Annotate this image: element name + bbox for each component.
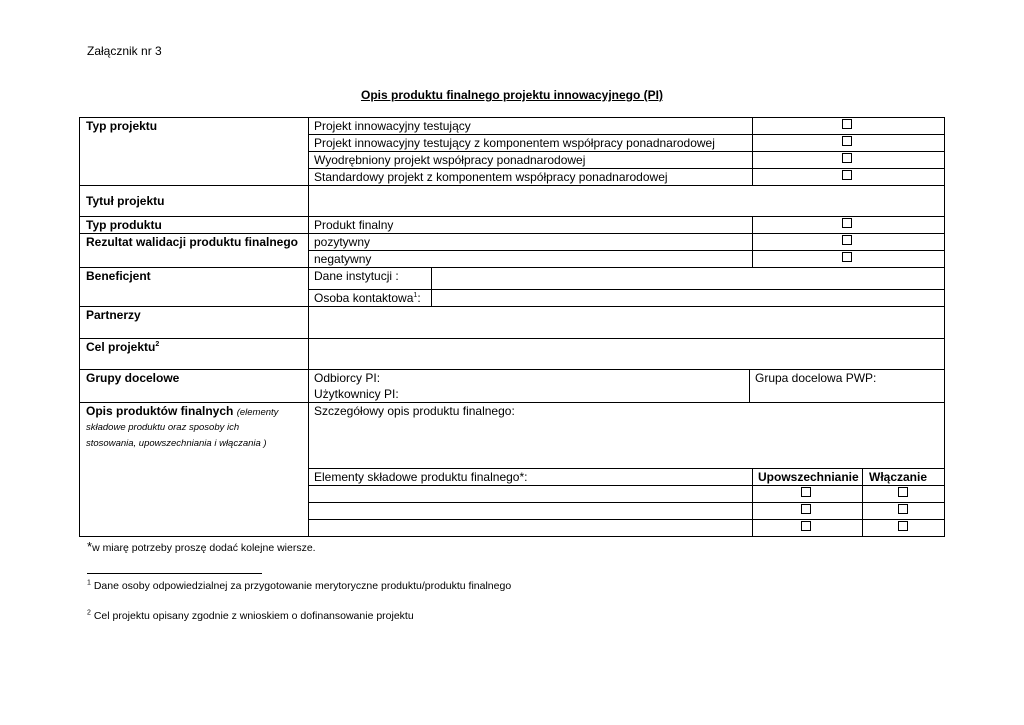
elements-divider-2 [862,468,863,537]
footnote-separator [87,573,262,574]
beneficiary-contact-field[interactable] [432,290,944,306]
attachment-number: Załącznik nr 3 [87,44,162,58]
column-header-inclusion: Włączanie [869,470,928,484]
row-divider [308,134,945,135]
label-product-type: Typ produktu [86,218,162,232]
checkbox-project-type-2[interactable] [842,136,852,146]
target-group-divider [749,369,750,402]
option-validation-positive: pozytywny [314,235,371,249]
label-products-note: składowe produktu oraz sposoby ich [86,422,240,433]
beneficiary-contact-label: Osoba kontaktowa$^1$: [314,291,421,305]
target-pwp-label: Grupa docelowa PWP: [755,371,877,385]
target-users-label: Użytkownicy PI: [314,387,399,401]
option-project-type: Projekt innowacyjny testujący z komponentem współpracy ponadnarodowej [314,136,715,150]
checkbox-inclusion-row-1[interactable] [898,487,908,497]
row-divider [79,402,945,403]
column-header-dissemination: Upowszechnianie [758,470,859,484]
option-validation-negative: negatywny [314,252,372,266]
checkbox-column-divider [752,117,753,185]
checkbox-validation-positive[interactable] [842,235,852,245]
checkbox-dissemination-row-1[interactable] [801,487,811,497]
label-goal: Cel projektu$^2$ [86,340,160,354]
beneficiary-institution-label: Dane instytucji : [314,269,399,283]
footnote-2: $^2$ Cel projektu opisany zgodnie z wnioskiem o dofinansowanie projektu [87,609,414,622]
star-note: *w miarę potrzeby proszę dodać kolejne wiersze. [87,539,316,554]
row-divider [308,468,945,469]
row-divider [308,151,945,152]
checkbox-project-type-1[interactable] [842,119,852,129]
label-target-groups: Grupy docelowe [86,371,180,385]
label-products: Opis produktów finalnych (elementy [86,404,279,418]
option-product-type: Produkt finalny [314,218,394,232]
label-project-title: Tytuł projektu [86,194,165,208]
checkbox-dissemination-row-2[interactable] [801,504,811,514]
product-elements-label: Elementy składowe produktu finalnego*: [314,470,528,484]
row-divider [79,369,945,370]
checkbox-validation-negative[interactable] [842,252,852,262]
label-beneficiary: Beneficjent [86,269,151,283]
row-divider [308,502,945,503]
partners-field[interactable] [309,307,944,338]
row-divider [79,233,945,234]
option-project-type: Projekt innowacyjny testujący [314,119,471,133]
row-divider [308,250,945,251]
project-title-field[interactable] [309,186,944,216]
beneficiary-institution-field[interactable] [432,268,944,289]
checkbox-inclusion-row-2[interactable] [898,504,908,514]
checkbox-project-type-4[interactable] [842,170,852,180]
row-divider [308,519,945,520]
product-detail-label: Szczegółowy opis produktu finalnego: [314,404,515,418]
label-project-type: Typ projektu [86,119,158,133]
label-products-note: stosowania, upowszechniania i włączania ) [86,438,267,449]
option-project-type: Wyodrębniony projekt współpracy ponadnarodowej [314,153,586,167]
row-divider [308,485,945,486]
checkbox-project-type-3[interactable] [842,153,852,163]
checkbox-dissemination-row-3[interactable] [801,521,811,531]
page-title: Opis produktu finalnego projektu innowacyjnego (PI) [360,88,663,102]
checkbox-product-final[interactable] [842,218,852,228]
target-recipients-label: Odbiorcy PI: [314,371,381,385]
elements-divider-1 [752,468,753,537]
label-partners: Partnerzy [86,308,141,322]
row-divider [308,168,945,169]
checkbox-inclusion-row-3[interactable] [898,521,908,531]
checkbox-column-divider [752,216,753,267]
option-project-type: Standardowy projekt z komponentem współpracy ponadnarodowej [314,170,668,184]
label-validation: Rezultat walidacji produktu finalnego [86,235,299,249]
goal-field[interactable] [309,339,944,369]
footnote-1: $^1$ Dane osoby odpowiedzialnej za przygotowanie merytoryczne produktu/produktu finalnego [87,579,512,592]
row-divider [79,216,945,217]
